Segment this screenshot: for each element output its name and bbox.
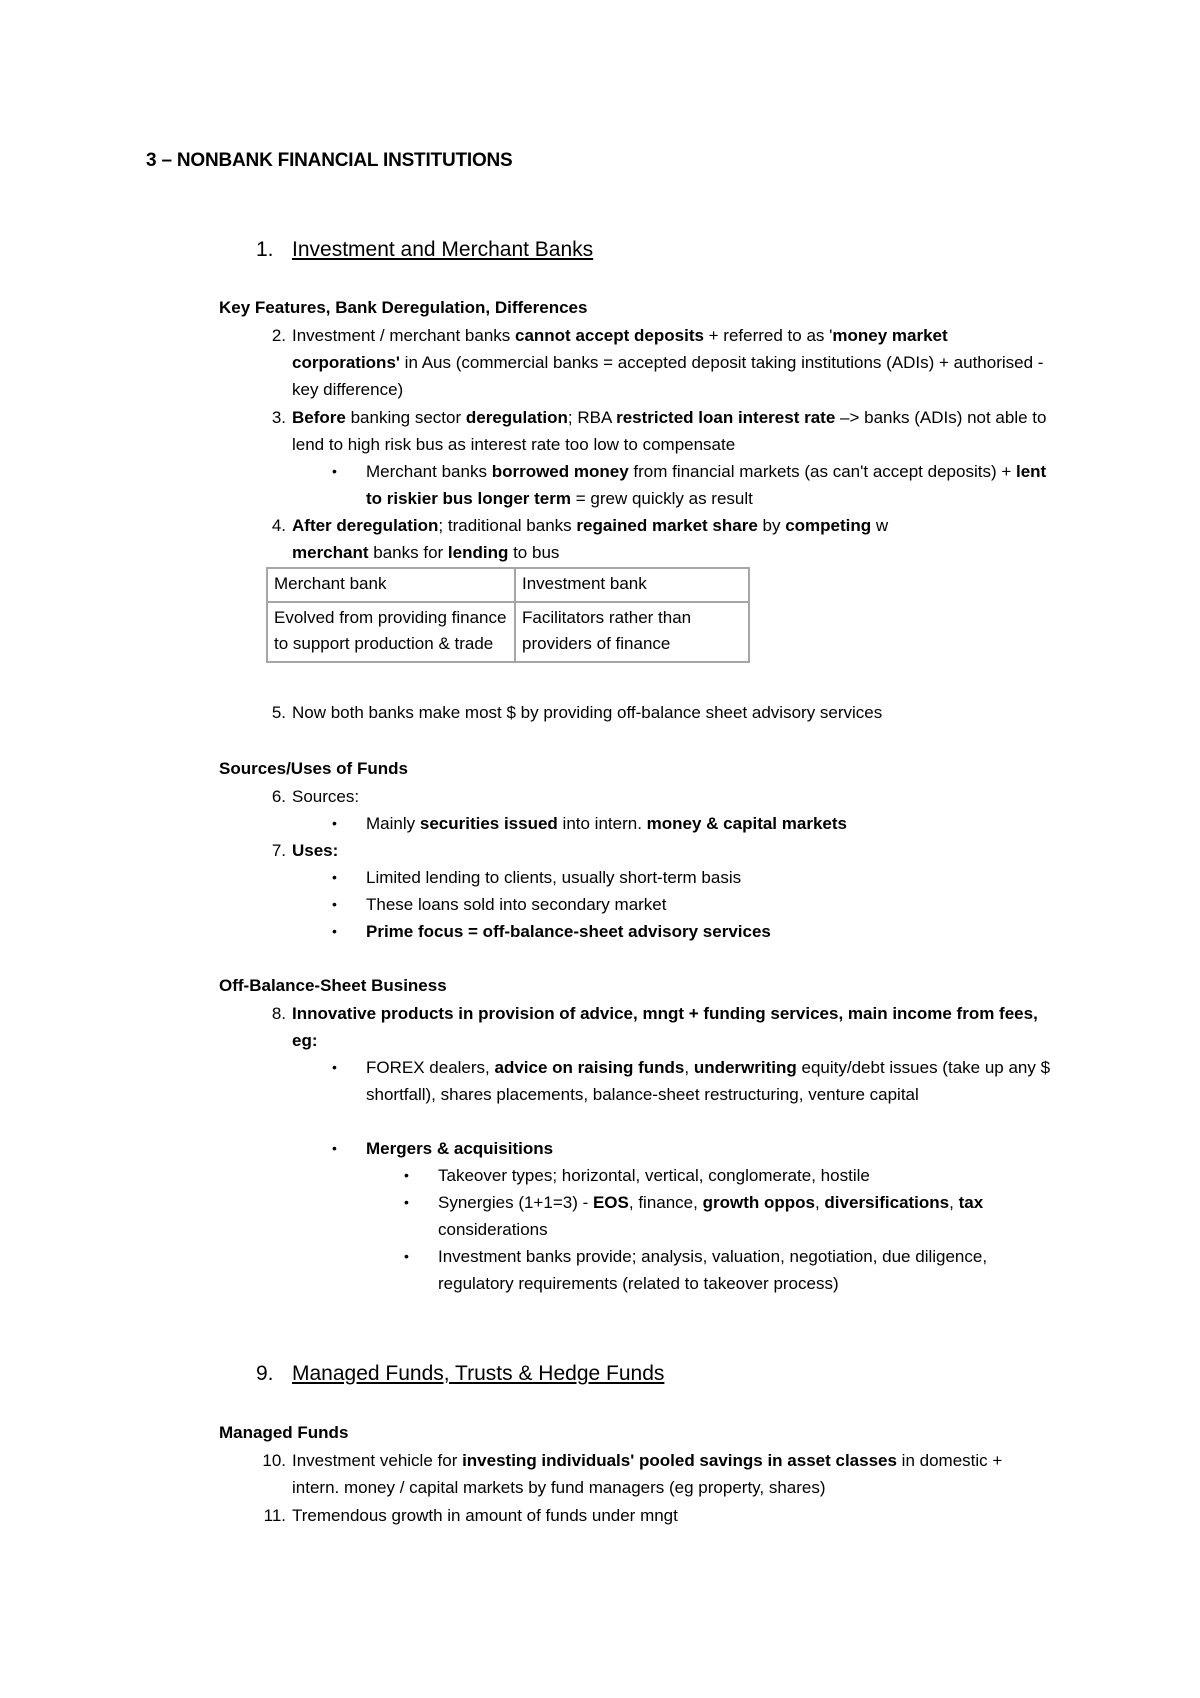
bullet-icon: • bbox=[332, 923, 337, 939]
text: , bbox=[949, 1193, 959, 1212]
list-number: 7. bbox=[271, 841, 286, 860]
table-cell: Evolved from providing finance to support production & trade bbox=[267, 602, 515, 662]
list-item-3 bbox=[271, 404, 1052, 458]
list-number: 6. bbox=[271, 787, 286, 806]
subheading-key-features: Key Features, Bank Deregulation, Differences bbox=[219, 298, 588, 317]
list-item-7 bbox=[271, 837, 1052, 864]
bold-text: underwriting bbox=[693, 1058, 797, 1077]
text: ; traditional banks bbox=[438, 516, 577, 535]
bullet-item bbox=[332, 1135, 1056, 1162]
bold-text: regained market share bbox=[576, 516, 758, 535]
text: Limited lending to clients, usually short-term basis bbox=[366, 868, 742, 887]
list-number: 5. bbox=[271, 703, 286, 722]
bold-text: growth oppos bbox=[702, 1193, 815, 1212]
bullet-icon: • bbox=[404, 1248, 409, 1264]
bold-text: investing individuals' pooled savings in asset classes bbox=[462, 1451, 897, 1470]
bold-text: Innovative products in provision of advice, mngt + funding services, main income from fees, eg: bbox=[292, 1004, 1038, 1050]
bold-text: tax bbox=[958, 1193, 984, 1212]
table-row bbox=[267, 602, 749, 662]
text: Takeover types; horizontal, vertical, conglomerate, hostile bbox=[438, 1166, 870, 1185]
table-cell: Facilitators rather than providers of finance bbox=[515, 602, 749, 662]
bold-text: restricted loan interest rate bbox=[616, 408, 836, 427]
text: Merchant banks bbox=[366, 462, 492, 481]
bold-text: money market corporations' bbox=[292, 326, 948, 372]
list-number: 8. bbox=[271, 1004, 286, 1023]
section-number: 1. bbox=[256, 238, 274, 261]
bullet-item bbox=[332, 1054, 1056, 1108]
text: banking sector bbox=[345, 408, 466, 427]
bullet-item bbox=[332, 918, 1056, 945]
bold-text: After deregulation bbox=[292, 516, 439, 535]
text: in Aus (commercial banks = accepted deposit taking institutions (ADIs) + authorised - key difference) bbox=[292, 353, 1044, 399]
text: banks for bbox=[368, 543, 448, 562]
bullet-icon: • bbox=[332, 869, 337, 885]
bullet-icon: • bbox=[332, 1059, 337, 1075]
section-heading-text: Managed Funds, Trusts & Hedge Funds bbox=[292, 1362, 665, 1385]
bullet-icon: • bbox=[404, 1167, 409, 1183]
list-number: 4. bbox=[271, 516, 286, 535]
bold-text: competing bbox=[785, 516, 872, 535]
bold-text: lending bbox=[447, 543, 509, 562]
text: + referred to as ' bbox=[703, 326, 833, 345]
text: FOREX dealers, bbox=[366, 1058, 495, 1077]
text: Tremendous growth in amount of funds under mngt bbox=[292, 1506, 678, 1525]
table-header-cell: Investment bank bbox=[515, 568, 749, 602]
list-item-6 bbox=[271, 783, 1052, 810]
bold-text: Before bbox=[292, 408, 346, 427]
sub-bullet-item bbox=[404, 1189, 1058, 1243]
sub-bullet-item bbox=[404, 1243, 1058, 1297]
text: These loans sold into secondary market bbox=[366, 895, 667, 914]
bold-text: advice on raising funds bbox=[494, 1058, 685, 1077]
text: Investment / merchant banks bbox=[292, 326, 515, 345]
bullet-item bbox=[332, 458, 1056, 512]
list-item-4 bbox=[271, 512, 1052, 566]
list-number: 10. bbox=[262, 1451, 286, 1470]
section-heading-managed-funds bbox=[256, 1362, 665, 1386]
text: , bbox=[684, 1058, 694, 1077]
text: Investment vehicle for bbox=[292, 1451, 463, 1470]
section-heading-investment-banks bbox=[256, 238, 594, 262]
list-number: 11. bbox=[263, 1506, 286, 1525]
text: Sources: bbox=[292, 787, 360, 806]
subheading-sources-uses: Sources/Uses of Funds bbox=[219, 759, 408, 778]
bold-text: Prime focus = off-balance-sheet advisory services bbox=[366, 922, 771, 941]
comparison-table bbox=[266, 567, 750, 663]
subheading-off-balance-sheet: Off-Balance-Sheet Business bbox=[219, 976, 447, 995]
bullet-item bbox=[332, 864, 1056, 891]
list-item-10 bbox=[262, 1447, 1052, 1501]
list-item-2 bbox=[271, 322, 1052, 403]
text: , bbox=[814, 1193, 825, 1212]
text: equity/debt issues (take up any $ shortfall), shares placements, balance-sheet restructuring, venture capital bbox=[366, 1058, 1051, 1104]
list-number: 3. bbox=[271, 408, 286, 427]
text: w bbox=[871, 516, 889, 535]
text: by bbox=[757, 516, 786, 535]
text: considerations bbox=[438, 1220, 548, 1239]
text: –> banks (ADIs) not able to lend to high risk bus as interest rate too low to compensate bbox=[292, 408, 1047, 454]
text: ; RBA bbox=[567, 408, 617, 427]
bullet-icon: • bbox=[332, 815, 337, 831]
text: into intern. bbox=[557, 814, 647, 833]
bold-text: cannot accept deposits bbox=[515, 326, 704, 345]
list-item-11 bbox=[263, 1502, 1052, 1529]
document-title: 3 – NONBANK FINANCIAL INSTITUTIONS bbox=[146, 150, 513, 171]
bullet-icon: • bbox=[404, 1194, 409, 1210]
bold-text: EOS bbox=[592, 1193, 629, 1212]
bold-text: Mergers & acquisitions bbox=[366, 1139, 554, 1158]
table-header-row bbox=[267, 568, 749, 602]
subheading-managed-funds: Managed Funds bbox=[219, 1423, 349, 1442]
text: , finance, bbox=[628, 1193, 703, 1212]
text: Mainly bbox=[366, 814, 420, 833]
text: Synergies (1+1=3) - bbox=[438, 1193, 593, 1212]
list-item-5 bbox=[271, 699, 1052, 726]
bold-text: money & capital markets bbox=[646, 814, 847, 833]
bold-text: securities issued bbox=[419, 814, 558, 833]
text: from financial markets (as can't accept deposits) + bbox=[628, 462, 1016, 481]
bold-text: borrowed money bbox=[491, 462, 629, 481]
bold-text: deregulation bbox=[465, 408, 568, 427]
bold-text: Uses: bbox=[292, 841, 339, 860]
text: to bus bbox=[508, 543, 560, 562]
bold-text: merchant bbox=[292, 543, 369, 562]
sub-bullet-item bbox=[404, 1162, 1058, 1189]
bullet-icon: • bbox=[332, 1140, 337, 1156]
bold-text: diversifications bbox=[824, 1193, 950, 1212]
text: = grew quickly as result bbox=[571, 489, 753, 508]
list-number: 2. bbox=[271, 326, 286, 345]
text: Investment banks provide; analysis, valuation, negotiation, due diligence, regulatory requirements (related to takeover process) bbox=[438, 1247, 988, 1293]
section-number: 9. bbox=[256, 1362, 274, 1385]
text: Now both banks make most $ by providing off-balance sheet advisory services bbox=[292, 703, 883, 722]
bullet-icon: • bbox=[332, 896, 337, 912]
table-header-cell: Merchant bank bbox=[267, 568, 515, 602]
section-heading-text: Investment and Merchant Banks bbox=[292, 238, 594, 261]
list-item-8 bbox=[271, 1000, 1052, 1054]
bullet-icon: • bbox=[332, 463, 337, 479]
bullet-item bbox=[332, 891, 1056, 918]
bold-text: lent to riskier bus longer term bbox=[366, 462, 1047, 508]
text: in domestic + intern. money / capital markets by fund managers (eg property, shares) bbox=[292, 1451, 1003, 1497]
bullet-item bbox=[332, 810, 1056, 837]
